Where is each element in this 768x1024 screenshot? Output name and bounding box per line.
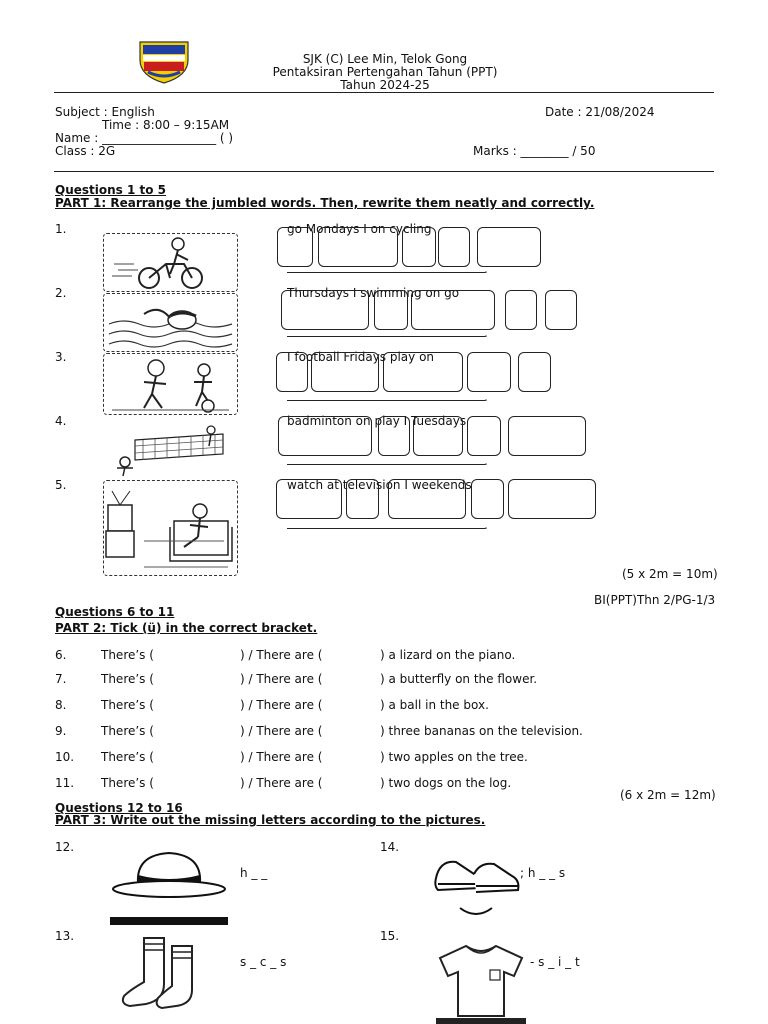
question-number: 3. — [55, 350, 67, 364]
answer-box[interactable] — [508, 479, 596, 519]
answer-line-end: . — [484, 262, 488, 276]
answer-line-end: . — [484, 518, 488, 532]
sentence-end: ) a ball in the box. — [380, 698, 489, 712]
answer-line[interactable] — [287, 528, 485, 529]
answer-line-end: . — [484, 390, 488, 404]
answer-box[interactable] — [467, 352, 511, 392]
question-number: 8. — [55, 698, 67, 712]
there-is-option[interactable]: There’s ( — [101, 698, 154, 712]
question-number: 4. — [55, 414, 67, 428]
question-number: 6. — [55, 648, 67, 662]
children-badminton-icon — [103, 418, 236, 478]
there-is-option[interactable]: There’s ( — [101, 750, 154, 764]
jumbled-words: watch at television I weekends — [287, 478, 472, 492]
marks-field[interactable]: Marks : ________ / 50 — [473, 144, 596, 158]
jumbled-words: go Mondays I on cycling — [287, 222, 432, 236]
t-shirt-icon — [432, 940, 530, 1024]
jumbled-words: Thursdays I swimming on go — [287, 286, 460, 300]
part3-range: Questions 12 to 16 — [55, 801, 183, 815]
answer-box[interactable] — [276, 479, 342, 519]
class-label: Class : 2G — [55, 144, 116, 158]
there-are-option[interactable]: ) / There are ( — [240, 698, 323, 712]
boys-football-icon — [103, 353, 238, 415]
answer-box[interactable] — [545, 290, 577, 330]
question-number: 7. — [55, 672, 67, 686]
part2-range: Questions 6 to 11 — [55, 605, 175, 619]
answer-box[interactable] — [311, 352, 379, 392]
hat-icon — [110, 845, 228, 925]
exam-title: Pentaksiran Pertengahan Tahun (PPT) — [272, 65, 498, 79]
there-is-option[interactable]: There’s ( — [101, 648, 154, 662]
date-label: Date : 21/08/2024 — [545, 105, 655, 119]
there-is-option[interactable]: There’s ( — [101, 724, 154, 738]
subject-label: Subject : English — [55, 105, 155, 119]
answer-line[interactable] — [287, 336, 485, 337]
school-name: SJK (C) Lee Min, Telok Gong — [302, 52, 468, 66]
question-number: 15. — [380, 929, 400, 943]
question-number: 1. — [55, 222, 67, 236]
answer-line-end: . — [484, 326, 488, 340]
answer-box[interactable] — [278, 416, 372, 456]
question-number: 13. — [55, 929, 75, 943]
answer-line-end: . — [484, 454, 488, 468]
there-are-option[interactable]: ) / There are ( — [240, 750, 323, 764]
answer-line[interactable] — [287, 464, 485, 465]
info-divider — [54, 171, 714, 172]
part3-instruction: PART 3: Write out the missing letters according to the pictures. — [55, 813, 486, 827]
sentence-end: ) a butterfly on the flower. — [380, 672, 538, 686]
answer-box[interactable] — [477, 227, 541, 267]
question-number: 5. — [55, 478, 67, 492]
answer-box[interactable] — [471, 479, 504, 519]
answer-box[interactable] — [505, 290, 537, 330]
there-are-option[interactable]: ) / There are ( — [240, 724, 323, 738]
school-logo — [136, 38, 192, 84]
sentence-end: ) two apples on the tree. — [380, 750, 528, 764]
answer-box[interactable] — [346, 479, 379, 519]
answer-box[interactable] — [318, 227, 398, 267]
there-are-option[interactable]: ) / There are ( — [240, 648, 323, 662]
answer-box[interactable] — [402, 227, 436, 267]
there-is-option[interactable]: There’s ( — [101, 776, 154, 790]
answer-box[interactable] — [411, 290, 495, 330]
answer-line[interactable] — [287, 400, 485, 401]
question-number: 9. — [55, 724, 67, 738]
answer-box[interactable] — [276, 352, 308, 392]
part2-instruction: PART 2: Tick (ü) in the correct bracket. — [55, 621, 318, 635]
question-number: 11. — [55, 776, 75, 790]
question-number: 2. — [55, 286, 67, 300]
there-are-option[interactable]: ) / There are ( — [240, 776, 323, 790]
question-number: 10. — [55, 750, 75, 764]
jumbled-words: I football Fridays play on — [287, 350, 435, 364]
there-is-option[interactable]: There’s ( — [101, 672, 154, 686]
part1-marks: (5 x 2m = 10m) — [622, 567, 718, 581]
socks-icon — [116, 934, 206, 1010]
boy-swimming-icon — [103, 293, 238, 352]
answer-box[interactable] — [388, 479, 466, 519]
exam-year: Tahun 2024-25 — [340, 78, 430, 92]
missing-letters-clue: s _ c _ s — [240, 955, 287, 969]
shoes-icon — [430, 848, 522, 920]
part1-range: Questions 1 to 5 — [55, 183, 167, 197]
answer-box[interactable] — [413, 416, 463, 456]
sentence-end: ) three bananas on the television. — [380, 724, 583, 738]
answer-box[interactable] — [438, 227, 470, 267]
sentence-end: ) two dogs on the log. — [380, 776, 512, 790]
answer-line[interactable] — [287, 272, 485, 273]
there-are-option[interactable]: ) / There are ( — [240, 672, 323, 686]
answer-box[interactable] — [281, 290, 369, 330]
answer-box[interactable] — [374, 290, 408, 330]
question-number: 12. — [55, 840, 75, 854]
boy-cycling-icon — [103, 233, 238, 292]
missing-letters-clue: h _ _ — [240, 866, 268, 880]
jumbled-words: badminton on play I Tuesdays — [287, 414, 467, 428]
answer-box[interactable] — [383, 352, 463, 392]
time-label: Time : 8:00 – 9:15AM — [102, 118, 230, 132]
answer-box[interactable] — [378, 416, 410, 456]
question-number: 14. — [380, 840, 400, 854]
answer-box[interactable] — [518, 352, 551, 392]
missing-letters-clue: - s _ i _ t — [530, 955, 580, 969]
answer-box[interactable] — [467, 416, 501, 456]
missing-letters-clue: ; h _ _ s — [520, 866, 566, 880]
answer-box[interactable] — [508, 416, 586, 456]
sentence-end: ) a lizard on the piano. — [380, 648, 516, 662]
part1-instruction: PART 1: Rearrange the jumbled words. Then, rewrite them neatly and correctly. — [55, 196, 595, 210]
header-divider — [54, 92, 714, 93]
name-field[interactable]: Name : ___________________ ( ) — [55, 131, 234, 145]
boy-watching-tv-icon — [103, 480, 238, 576]
part2-marks: (6 x 2m = 12m) — [620, 788, 716, 802]
page-reference: BI(PPT)Thn 2/PG-1/3 — [594, 593, 716, 607]
answer-box[interactable] — [277, 227, 313, 267]
